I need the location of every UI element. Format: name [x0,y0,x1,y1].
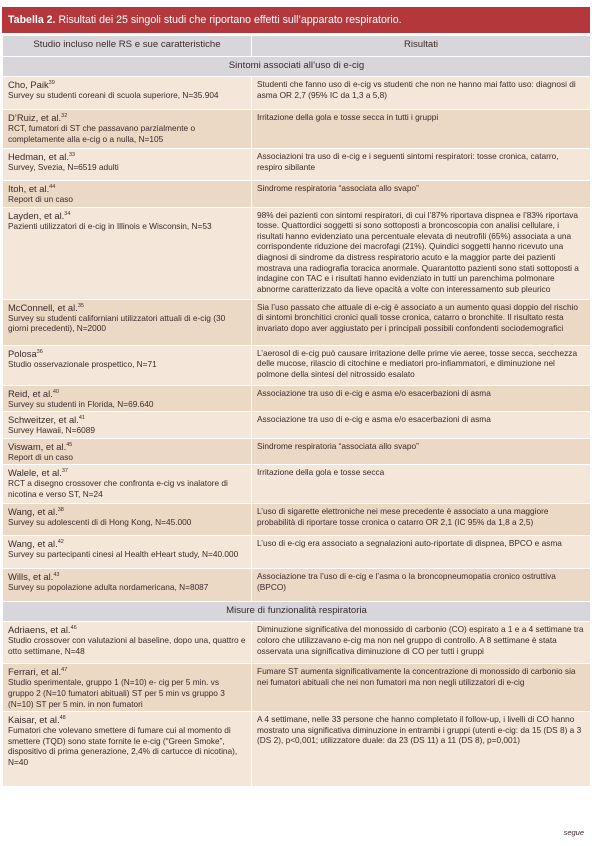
study-description: Studio osservazionale prospettico, N=71 [8,358,157,369]
result-cell: Irritazione della gola e tosse secca in tutti i gruppi [252,110,591,149]
result-cell: Diminuzione significativa del monossido di carbonio (CO) espirato a 1 e a 4 settimane tra coloro che utilizzavano e-cig ma non nel gruppo di controllo. A 8 settimane è stata osservata una significativa diminuzione di CO per tutti i gruppi [252,622,591,664]
table-row [3,181,591,208]
column-header-results: Risultati [252,36,591,57]
study-name [8,210,246,221]
study-cell [3,465,252,504]
table-row [3,77,591,110]
reference-number: 38 [57,507,64,514]
study-name [8,302,246,313]
study-author: Hedman, et al. [8,151,69,162]
section-header: Misure di funzionalità respiratoria [3,602,591,622]
study-name [8,571,246,582]
study-description: Report di un caso [8,451,74,462]
study-author: Polosa [8,347,37,359]
result-cell: Irritazione della gola e tosse secca [252,465,591,504]
reference-number: 42 [57,539,64,546]
study-author: D’Ruiz, et al. [8,112,62,123]
result-cell: L’aerosol di e-cig può causare irritazione delle prime vie aeree, tosse secca, secchezza delle mucose, rilascio di citochine e mediatori pro-infiammatori, e diminuzione nel polmone della sintesi del nitrossido esalato [252,345,591,385]
result-cell: Associazioni tra uso di e-cig e i seguenti sintomi respiratori: tosse cronica, catarro, respiro sibilante [252,149,591,181]
study-name [8,624,246,635]
study-author: Reid, et al. [8,387,53,399]
study-description: RCT a disegno crossover che confronta e-cig vs inalatore di nicotina e verso ST, N=24 [8,478,228,499]
section-header: Sintomi associati all’uso di e-cig [3,57,591,77]
table-row [3,504,591,536]
reference-number: 46 [70,625,77,632]
study-cell [3,664,252,712]
table-row [3,207,591,299]
study-name [8,112,246,123]
table-caption-text: Risultati dei 25 singoli studi che riportano effetti sull’apparato respiratorio. [58,14,402,26]
study-author: Itoh, et al. [8,183,50,194]
reference-number: 40 [52,388,59,395]
table-row [3,299,591,345]
study-cell [3,181,252,208]
table-row [3,345,591,385]
reference-number: 35 [77,302,84,309]
table-row [3,465,591,504]
study-cell [3,385,252,412]
study-cell [3,345,252,385]
study-author: Walele, et al. [8,467,62,479]
study-author: McConnell, et al. [8,301,78,313]
table-row [3,412,591,439]
study-author: Viswam, et al. [8,440,67,452]
study-cell [3,438,252,465]
study-description: Fumatori che volevano smettere di fumare cui al momento di smettere (TQD) sono state fornite le e-cig (“Green Smoke”, dispositivo di prima generazione, 2,4% di cartucce di nicotina), N=40 [8,725,238,767]
reference-number: 43 [53,572,60,579]
continued-note: segue [563,828,584,837]
table-row [3,385,591,412]
study-cell [3,77,252,110]
table-row [3,438,591,465]
result-cell: L’uso di e-cig era associato a segnalazioni auto-riportate di dispnea, BPCO e asma [252,536,591,569]
table-row [3,536,591,569]
study-cell [3,110,252,149]
study-description: Survey, Svezia, N=6519 adulti [8,162,119,172]
study-author: Ferrari, et al. [8,666,62,678]
table-caption-label: Tabella 2. [8,14,56,26]
study-author: Wang, et al. [8,506,58,518]
result-cell: A 4 settimane, nelle 33 persone che hanno completato il follow-up, i livelli di CO hanno mostrato una significativa diminuzione in entrambi i gruppi (utenti e-cig: da 15 (DS 8) a 3 (DS 2), p<0,001; utilizzatore duale: da 23 (DS 11) a 11 (DS 8), p=0,001) [252,712,591,787]
reference-number: 33 [68,152,76,158]
result-cell: Fumare ST aumenta significativamente la concentrazione di monossido di carbonio sia nei fumatori abituali che nei non fumatori ma non negli utilizzatori di e-cig [252,664,591,712]
study-name [8,388,246,399]
study-author: Cho, Paik [8,79,49,90]
study-description: Survey Hawaii, N=6089 [8,425,95,436]
result-cell: 98% dei pazienti con sintomi respiratori, di cui l’87% riportava dispnea e l’83% riportava tosse. Quattordici soggetti si sono sottoposti a broncoscopia con analisi cellulare, i risultati hanno evidenziato una percentuale elevata di neutrofili (65%) associata a una corrispondente riduzione dei macrofagi (21%). Quindici soggetti hanno ricevuto una diagnosi di sindrome da distress respiratorio acuto e la maggior parte dei pazienti mostrava una radiografia toracica anormale. Quarantotto pazienti sono stati sottoposti a indagine con TAC e i risultati hanno evidenziato in tutti un parenchima polmonare abnorme caratterizzato da lieve opacità a volte con interessamento sub pleurico [252,207,591,299]
study-description: Pazienti utilizzatori di e-cig in Illinois e Wisconsin, N=53 [8,220,212,231]
table-row [3,569,591,602]
table-body [3,57,591,787]
study-description: Survey su studenti californiani utilizzatori attuali di e-cig (30 giorni precedenti), N=2000 [8,312,226,334]
table-row [3,622,591,664]
study-name [8,151,246,162]
study-cell [3,149,252,181]
study-cell [3,536,252,569]
study-author: Kaisar, et al. [8,714,60,726]
study-description: Studio sperimentale, gruppo 1 (N=10) e- cig per 5 min. vs gruppo 2 (N=10 fumatori abituali) ST per 5 min vs gruppo 3 (N=10) ST per 5 min. in non fumatori [8,677,225,709]
study-name [8,538,246,549]
study-name [8,714,246,725]
result-cell: Sindrome respiratoria “associata allo svapo” [252,438,591,465]
reference-number: 41 [78,415,85,422]
study-cell [3,207,252,299]
study-description: RCT, fumatori di ST che passavano parzialmente o completamente alla e-cig o a nulla, N=105 [8,123,196,144]
reference-number: 32 [61,113,68,119]
study-description: Studio crossover con valutazioni al baseline, dopo una, quattro e otto settimane, N=48 [8,635,246,656]
study-name [8,183,246,194]
study-name [8,414,246,425]
result-cell: Sindrome respiratoria “associata allo svapo” [252,181,591,208]
study-name [8,467,246,478]
result-cell: Studenti che fanno uso di e-cig vs studenti che non ne hanno mai fatto uso: diagnosi di asma OR 2,7 (95% IC da 1,3 a 5,8) [252,77,591,110]
study-name [8,506,246,517]
study-cell [3,299,252,345]
study-cell [3,504,252,536]
study-description: Survey su studenti coreani di scuola superiore, N=35.904 [8,90,219,100]
column-header-study: Studio incluso nelle RS e sue caratteristiche [3,36,252,57]
table-caption [2,7,590,33]
study-author: Wills, et al. [8,571,54,583]
study-author: Wang, et al. [8,538,58,550]
study-name [8,348,246,359]
reference-number: 39 [48,80,55,86]
table-row [3,110,591,149]
study-cell [3,622,252,664]
reference-number: 34 [64,210,71,217]
study-author: Schweitzer, et al. [8,414,79,426]
result-cell: Sia l’uso passato che attuale di e-cig è associato a un aumento quasi doppio del rischio di sintomi bronchitici cronici quali tosse cronica, catarro o bronchite. Il risultato resta invariato dopo aver aggiustato per i principali possibili confondenti sociodemografici [252,299,591,345]
reference-number: 48 [59,715,66,722]
study-description: Report di un caso [8,194,74,204]
study-description: Survey su popolazione adulta nordamericana, N=8087 [8,582,209,593]
study-cell [3,569,252,602]
result-cell: Associazione tra l’uso di e-cig e l’asma o la broncopneumopatia cronico ostruttiva (BPCO) [252,569,591,602]
reference-number: 45 [66,441,73,448]
reference-number: 37 [61,468,68,475]
result-cell: Associazione tra uso di e-cig e asma e/o esacerbazioni di asma [252,385,591,412]
study-author: Adriaens, et al. [8,624,71,636]
reference-number: 36 [36,348,43,355]
study-name [8,441,246,452]
study-description: Survey su adolescenti di di Hong Kong, N=45.000 [8,517,192,528]
table-row [3,712,591,787]
table-row [3,664,591,712]
study-cell [3,712,252,787]
study-description: Survey su partecipanti cinesi al Health eHeart study, N=40.000 [8,549,239,560]
result-cell: Associazione tra uso di e-cig e asma e/o esacerbazioni di asma [252,412,591,439]
results-table [2,35,591,787]
study-description: Survey su studenti in Florida, N=69.640 [8,398,154,409]
result-cell: L’uso di sigarette elettroniche nei mese precedente è associato a una maggiore probabilità di riportare tosse cronica o catarro OR 2,1 (IC 95% da 1,8 a 2,5) [252,504,591,536]
table-row [3,149,591,181]
study-author: Layden, et al. [8,209,65,221]
study-name [8,666,246,677]
reference-number: 44 [49,184,56,190]
study-name [8,79,246,90]
study-cell [3,412,252,439]
reference-number: 47 [61,667,68,674]
